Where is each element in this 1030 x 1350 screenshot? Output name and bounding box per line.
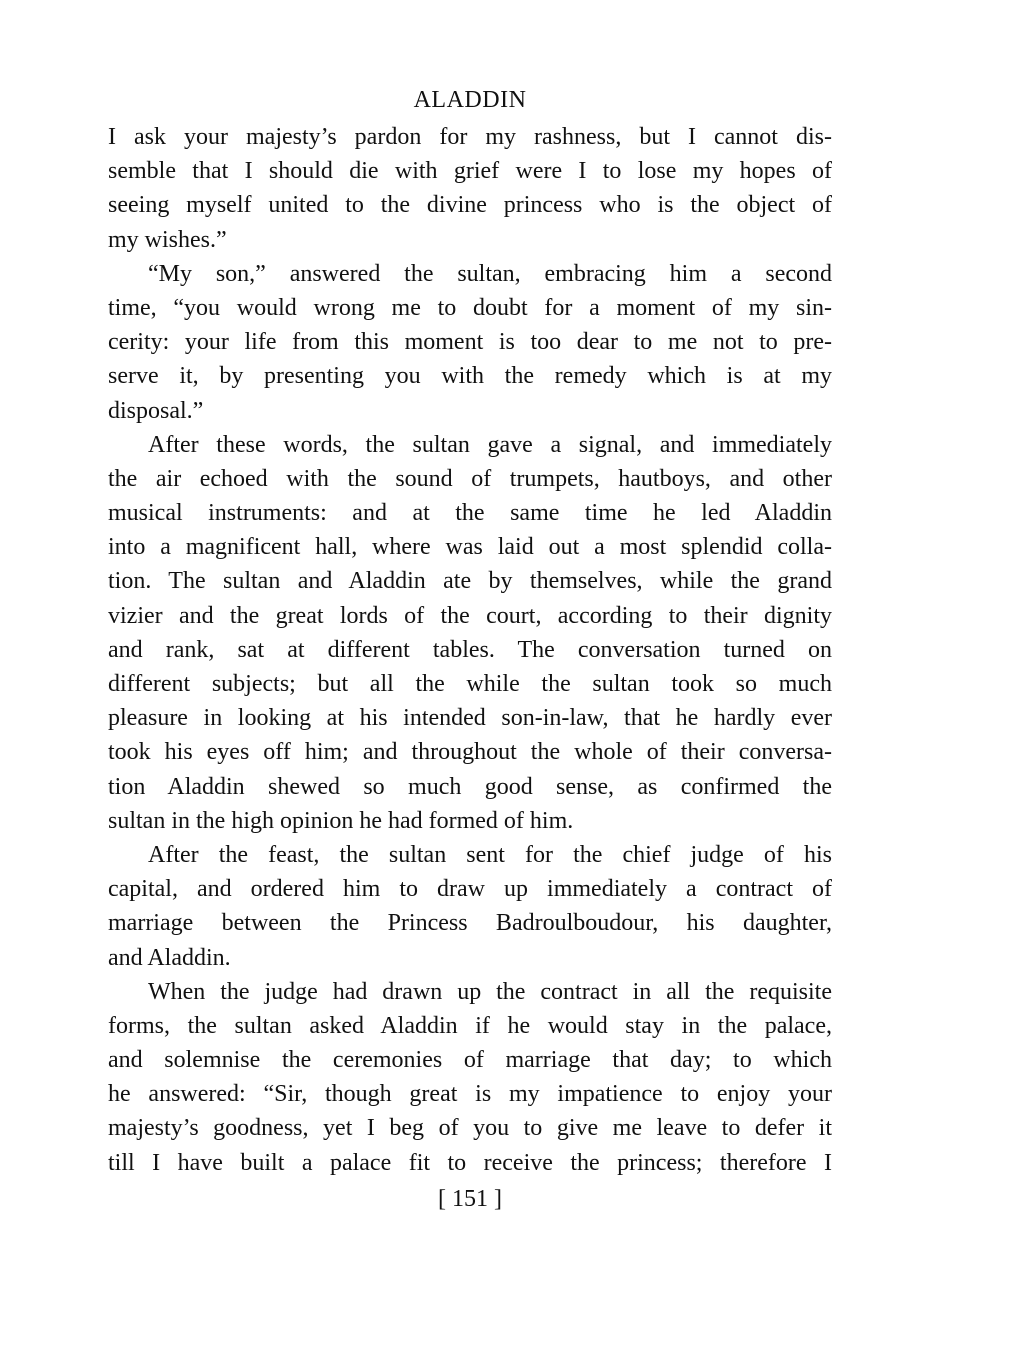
text-line: pleasure in looking at his intended son-in-law, that he hardly ever <box>108 705 832 732</box>
text-line: After the feast, the sultan sent for the chief judge of his <box>148 841 832 868</box>
book-page <box>108 80 832 1216</box>
text-line: sultan in the high opinion he had formed of him. <box>108 807 574 834</box>
text-line: I ask your majesty’s pardon for my rashness, but I cannot dis- <box>108 124 832 150</box>
text-line: he answered: “Sir, though great is my impatience to enjoy your <box>108 1081 832 1108</box>
text-line: different subjects; but all the while the sultan took so much <box>108 671 832 697</box>
text-line: capital, and ordered him to draw up immediately a contract of <box>108 876 832 903</box>
text-line: semble that I should die with grief were I to lose my hopes of <box>108 158 832 185</box>
paragraph-5 <box>108 975 832 1180</box>
text-line: tion. The sultan and Aladdin ate by themselves, while the grand <box>108 568 832 595</box>
text-line: tion Aladdin shewed so much good sense, as confirmed the <box>108 773 832 800</box>
text-line: the air echoed with the sound of trumpets, hautboys, and other <box>108 465 832 492</box>
text-line: took his eyes off him; and throughout the whole of their conversa- <box>108 739 832 766</box>
text-line: serve it, by presenting you with the remedy which is at my <box>108 363 832 390</box>
page-number: [ 151 ] <box>438 1185 502 1212</box>
running-title: ALADDIN <box>413 87 527 113</box>
paragraph-4 <box>108 838 832 975</box>
text-line: musical instruments: and at the same time he led Aladdin <box>108 500 832 527</box>
paragraph-1 <box>108 120 832 257</box>
text-line: and solemnise the ceremonies of marriage that day; to which <box>108 1047 832 1074</box>
text-line: marriage between the Princess Badroulboudour, his daughter, <box>108 910 832 937</box>
text-line: forms, the sultan asked Aladdin if he would stay in the palace, <box>108 1012 832 1039</box>
text-line: majesty’s goodness, yet I beg of you to give me leave to defer it <box>108 1115 832 1142</box>
text-line: After these words, the sultan gave a signal, and immediately <box>148 431 832 458</box>
text-line: vizier and the great lords of the court, according to their dignity <box>108 602 832 629</box>
text-line: time, “you would wrong me to doubt for a moment of my sin- <box>108 294 832 321</box>
text-line: my wishes.” <box>108 226 227 253</box>
text-line: When the judge had drawn up the contract in all the requisite <box>148 978 832 1005</box>
text-line: till I have built a palace fit to receive the princess; therefore I <box>108 1149 832 1176</box>
text-line: seeing myself united to the divine princess who is the object of <box>108 192 832 219</box>
text-line: cerity: your life from this moment is too dear to me not to pre- <box>108 329 832 356</box>
text-line: and rank, sat at different tables. The conversation turned on <box>108 636 832 663</box>
text-line: and Aladdin. <box>108 944 231 971</box>
text-line: “My son,” answered the sultan, embracing him a second <box>148 260 832 287</box>
paragraph-3 <box>108 428 832 838</box>
text-line: disposal.” <box>108 397 204 424</box>
text-line: into a magnificent hall, where was laid out a most splendid colla- <box>108 534 832 561</box>
paragraph-2 <box>108 257 832 428</box>
